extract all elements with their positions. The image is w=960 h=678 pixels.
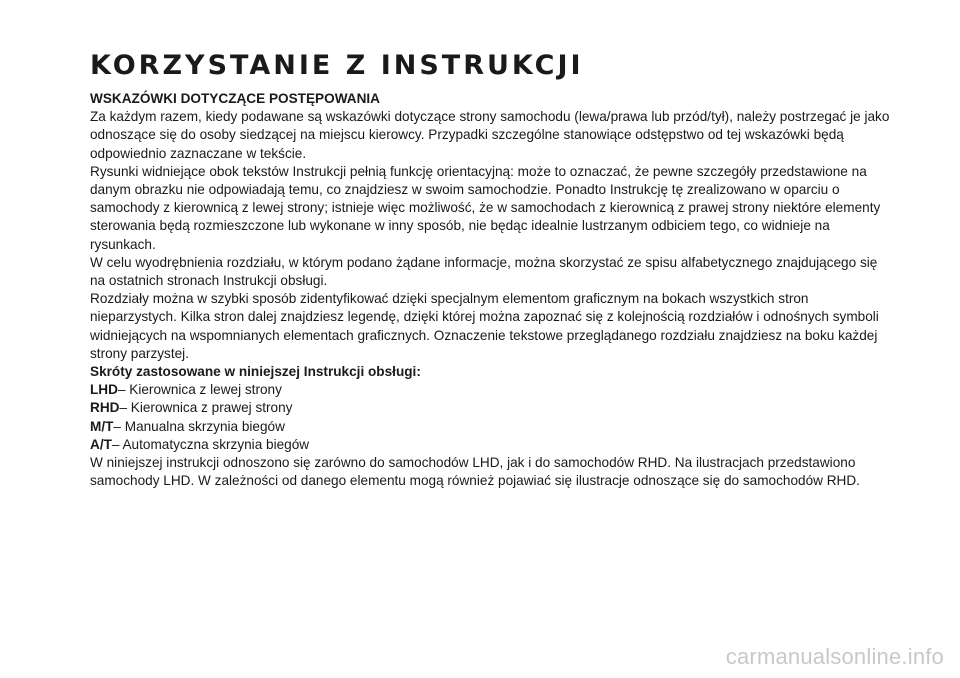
abbreviation-item: [90, 399, 890, 417]
abbreviation-text: – Kierownica z prawej strony: [119, 400, 293, 416]
abbreviation-item: [90, 436, 890, 454]
abbreviation-text: – Manualna skrzynia biegów: [113, 418, 285, 434]
paragraph-orientation: Za każdym razem, kiedy podawane są wskazówki dotyczące strony samochodu (lewa/prawa lub przód/tył), należy postrzegać je jako odnoszące się do osoby siedzącej na miejscu kierowcy. Przypadki szczególne stanowiące odstępstwo od tej wskazówki będą odpowiednio zaznaczane w tekście.: [90, 109, 890, 161]
abbreviation-text: – Automatyczna skrzynia biegów: [111, 436, 310, 452]
paragraph-index: W celu wyodrębnienia rozdziału, w którym podano żądane informacje, można skorzystać ze spisu alfabetycznego znajdującego się na ostatnich stronach Instrukcji obsługi.: [90, 254, 878, 289]
abbreviation-code: LHD: [90, 382, 118, 398]
abbreviation-code: A/T: [90, 436, 112, 452]
abbreviation-code: M/T: [90, 418, 114, 434]
abbreviations-heading: Skróty zastosowane w niniejszej Instrukcji obsługi:: [90, 364, 421, 380]
page-title: KORZYSTANIE Z INSTRUKCJI: [90, 50, 584, 81]
abbreviation-code: RHD: [90, 400, 120, 416]
abbreviation-item: [90, 381, 890, 399]
abbreviation-text: – Kierownica z lewej strony: [117, 382, 282, 398]
guidelines-heading: WSKAZÓWKI DOTYCZĄCE POSTĘPOWANIA: [90, 91, 380, 106]
watermark: carmanualsonline.info: [725, 644, 944, 669]
paragraph-closing: W niniejszej instrukcji odnoszono się zarówno do samochodów LHD, jak i do samochodów RHD. Na ilustracjach przedstawiono samochody LHD. W zależności od danego elementu mogą również pojawiać się ilustracje odnoszące się do samochodów RHD.: [90, 455, 860, 489]
paragraph-illustrations: Rysunki widniejące obok tekstów Instrukcji pełnią funkcję orientacyjną: może to oznaczać, że pewne szczegóły przedstawione na danym obrazku nie odpowiadają temu, co znajdziesz w swoim samochodzie. Ponadto Instrukcję tę zrealizowano w oparciu o samochody z kierownicą z lewej strony; istnieje więc możliwość, że w samochodach z kierownicą z prawej strony niektóre elementy sterowania będą rozmieszczone lub wykonane w inny sposób, nie będąc idealnie lustrzanym odbiciem tego, co widnieje na rysunkach.: [90, 163, 881, 252]
abbreviation-item: [90, 418, 890, 436]
content: [90, 90, 890, 490]
paragraph-chapters: Rozdziały można w szybki sposób zidentyfikować dzięki specjalnym elementom graficznym na bokach wszystkich stron nieparzystych. Kilka stron dalej znajdziesz legendę, dzięki której można zapoznać się z kolejnością rozdziałów i odnośnych symboli widniejących na wspomnianych elementach graficznych. Oznaczenie tekstowe przeglądanego rozdziału znajdziesz na boku każdej strony parzystej.: [90, 291, 879, 361]
